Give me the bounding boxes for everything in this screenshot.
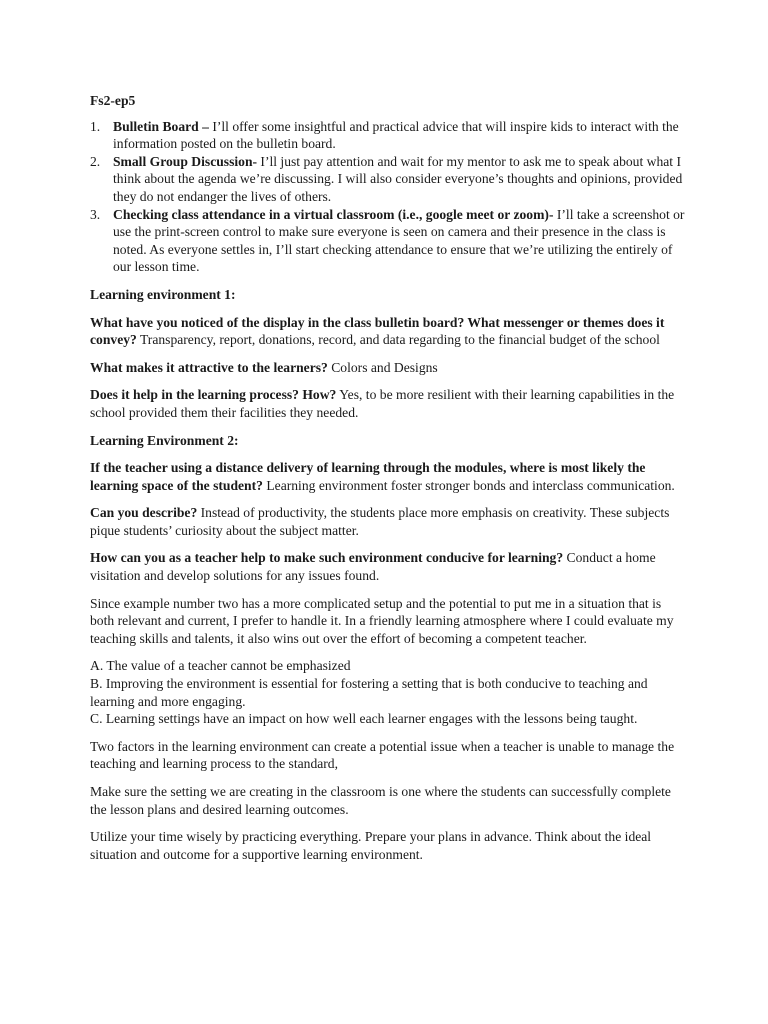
section-heading-env1: Learning environment 1: [90,286,236,302]
numbered-list [90,118,685,276]
answer-text: Yes, to be more resilient with their learning capabilities in the school provided them their facilities they needed. [90,387,675,420]
list-item [90,153,685,206]
option-item: C. Learning settings have an impact on how well each learner engages with the lessons being taught. [90,711,638,727]
section-heading-env2: Learning Environment 2: [90,432,239,448]
list-item-term: Checking class attendance in a virtual classroom (i.e., google meet or zoom)- [113,206,554,222]
answer-text: Colors and Designs [327,359,438,375]
option-item: B. Improving the environment is essential for fostering a setting that is both conducive to teaching and learning and more engaging. [90,676,648,709]
answer-text: Learning environment foster stronger bonds and interclass communication. [262,477,675,493]
answer-text: Conduct a home visitation and develop solutions for any issues found. [90,550,656,584]
question-bulletin-display [90,314,685,349]
body-paragraph: Two factors in the learning environment can create a potential issue when a teacher is unable to manage the teaching and learning process to the standard, [90,738,675,772]
list-item-term: Bulletin Board – [113,118,209,134]
list-item-text: I’ll offer some insightful and practical advice that will inspire kids to interact with the information posted on the bulletin board. [113,118,679,152]
question-describe [90,504,685,539]
list-number: 1. [90,118,101,134]
body-paragraph: Since example number two has a more complicated setup and the potential to put me in a situation that is both relevant and current, I prefer to handle it. In a friendly learning atmosphere where I could evaluate my teaching skills and talents, it also wins out over the effort of becoming a competent teacher. [90,595,674,646]
question-learning-process [90,386,685,421]
list-item-text: I’ll take a screenshot or use the print-screen control to make sure everyone is seen on camera and their presence in the class is noted. As everyone settles in, I’ll start checking attendance to ensure that we’re utilizing the entirely of our lesson time. [113,206,685,275]
question-conducive [90,549,685,584]
document-page [90,92,685,873]
document-title: Fs2-ep5 [90,93,136,108]
list-number: 3. [90,206,101,222]
question-text: Can you describe? [90,505,198,521]
list-item [90,118,685,153]
list-item [90,206,685,276]
list-number: 2. [90,153,101,169]
question-text: Does it help in the learning process? How? [90,387,337,403]
list-item-term: Small Group Discussion- [113,153,258,169]
question-text: How can you as a teacher help to make such environment conducive for learning? [90,550,564,566]
body-paragraph: Utilize your time wisely by practicing everything. Prepare your plans in advance. Think about the ideal situation and outcome for a supportive learning environment. [90,829,652,862]
answer-text: Transparency, report, donations, record, and data regarding to the financial budget of the school [136,332,660,348]
question-text: What makes it attractive to the learners? [90,359,328,375]
answer-text: Instead of productivity, the students place more emphasis on creativity. These subjects pique students’ curiosity about the subject matter. [90,505,670,538]
list-item-text: I’ll just pay attention and wait for my mentor to ask me to speak about what I think about the agenda we’re discussing. I will also consider everyone’s thoughts and opinions, provided they do not endanger the lives of others. [113,153,683,204]
question-text: If the teacher using a distance delivery of learning through the modules, where is most likely the learning space of the student? [90,460,646,493]
question-learning-space [90,459,685,494]
options-list [90,657,685,727]
option-item: A. The value of a teacher cannot be emphasized [90,658,351,674]
question-text: What have you noticed of the display in the class bulletin board? What messenger or themes does it convey? [90,314,665,348]
body-paragraph: Make sure the setting we are creating in the classroom is one where the students can successfully complete the lesson plans and desired learning outcomes. [90,784,671,817]
question-attractive [90,359,685,377]
